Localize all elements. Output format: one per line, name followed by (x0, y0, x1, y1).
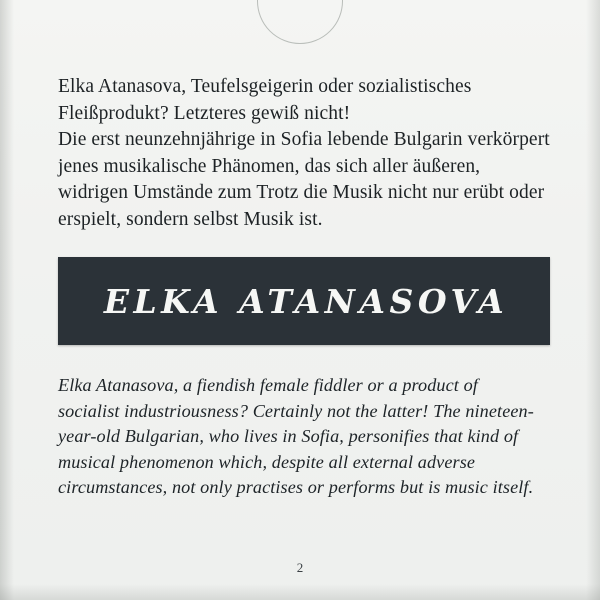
english-paragraph-1: Elka Atanasova, a fiendish female fiddler or a product of socialist industriousness? Certainly not the latter! The nineteen-year-old Bulgarian, who lives in Sofia, personifies that kind of musical phenomenon which, despite all external adverse circumstances, not only practises or performs but is music itself. (58, 375, 534, 498)
german-paragraph-1: Elka Atanasova, Teufelsgeigerin oder sozialistisches Fleißprodukt? Letzteres gewiß nicht! (58, 76, 472, 124)
page-edge-shadow-left (0, 0, 14, 600)
page-edge-shadow-bottom (0, 584, 600, 600)
artist-name: ELKA ATANASOVA (103, 281, 509, 321)
page-content (58, 74, 550, 501)
german-liner-notes (58, 74, 550, 233)
page-number: 2 (296, 560, 304, 575)
german-paragraph-2: Die erst neunzehnjährige in Sofia lebende Bulgarin verkörpert jenes musikalische Phänomen, das sich aller äußeren, widrigen Umstände zum Trotz die Musik nicht nur erübt oder erspielt, sondern selbst Musik ist. (58, 129, 550, 230)
page-edge-shadow-right (586, 0, 600, 600)
arc-decoration-icon (257, 0, 343, 44)
artist-title-band (58, 257, 550, 345)
english-liner-notes (58, 373, 538, 501)
